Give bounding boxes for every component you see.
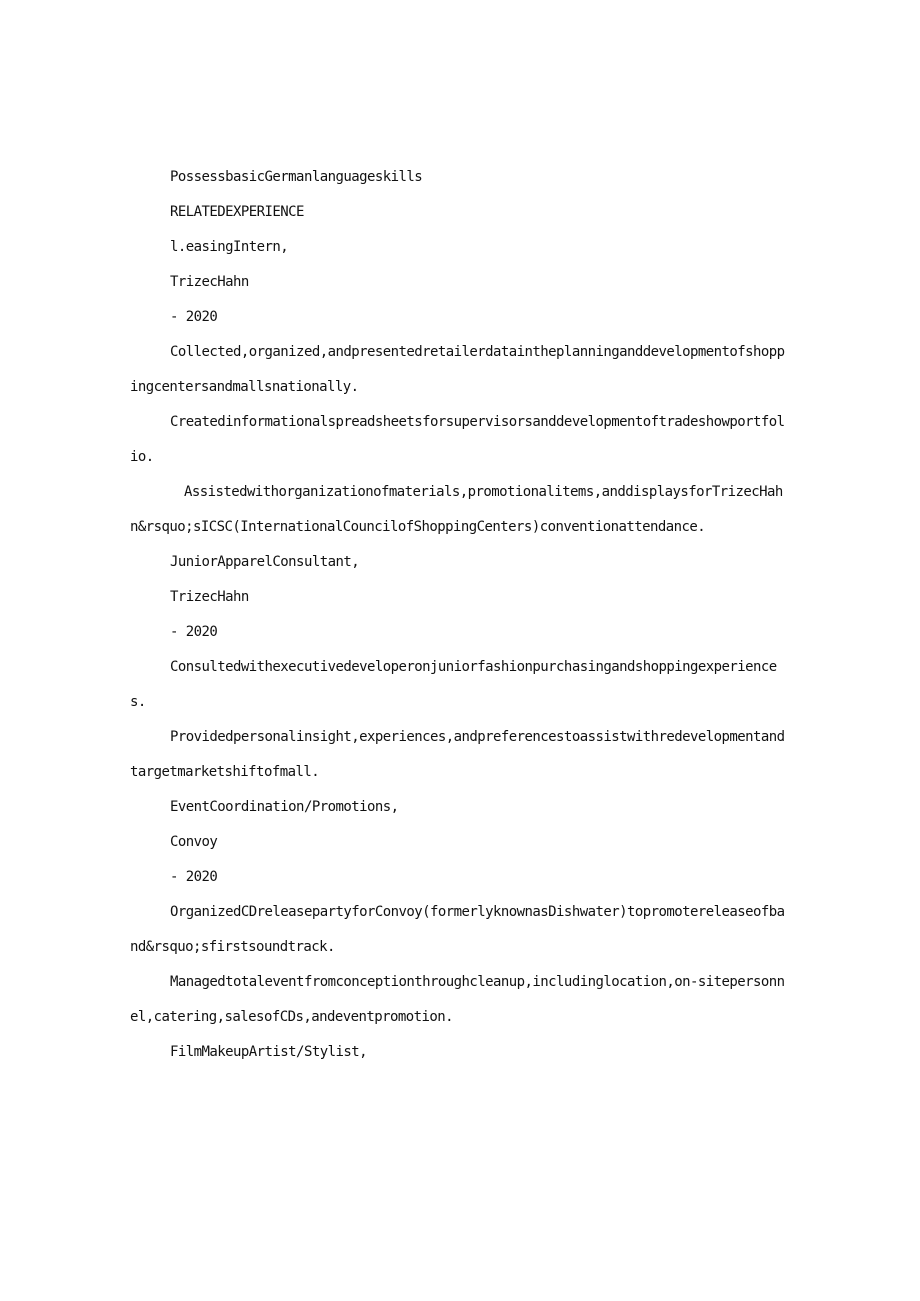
job-date: - 2020 (170, 624, 218, 640)
employer: TrizecHahn (170, 589, 249, 605)
job-duty: Collected,organized,andpresentedretailerdataintheplanninganddevelopmentofshoppingcentersandmallsnationally. (130, 344, 785, 395)
job-date: - 2020 (170, 869, 218, 885)
job-duty: Providedpersonalinsight,experiences,andpreferencestoassistwithredevelopmentandtargetmarketshiftofmall. (130, 729, 785, 780)
job-title: JuniorApparelConsultant, (170, 554, 360, 570)
job-title: FilmMakeupArtist/Stylist, (170, 1044, 367, 1060)
employer: Convoy (170, 834, 218, 850)
job-date: - 2020 (170, 309, 218, 325)
job-duty: Consultedwithexecutivedeveloperonjuniorfashionpurchasingandshoppingexperiences. (130, 659, 777, 710)
job-duty: OrganizedCDreleasepartyforConvoy(formerlyknownasDishwater)topromotereleaseofband&rsquo;sfirstsoundtrack. (130, 904, 785, 955)
employer: TrizecHahn (170, 274, 249, 290)
job-title: l.easingIntern, (170, 239, 289, 255)
section-heading: RELATEDEXPERIENCE (170, 204, 304, 220)
document-body (130, 160, 788, 1070)
job-duty: Assistedwithorganizationofmaterials,promotionalitems,anddisplaysforTrizecHahn&rsquo;sICSC(InternationalCouncilofShoppingCenters)conventionattendance. (130, 484, 783, 535)
job-duty: Managedtotaleventfromconceptionthroughcleanup,includinglocation,on-sitepersonnel,catering,salesofCDs,andeventpromotion. (130, 974, 785, 1025)
job-title: EventCoordination/Promotions, (170, 799, 399, 815)
job-duty: Createdinformationalspreadsheetsforsupervisorsanddevelopmentoftradeshowportfolio. (130, 414, 785, 465)
skill-line: PossessbasicGermanlanguageskills (170, 169, 423, 185)
